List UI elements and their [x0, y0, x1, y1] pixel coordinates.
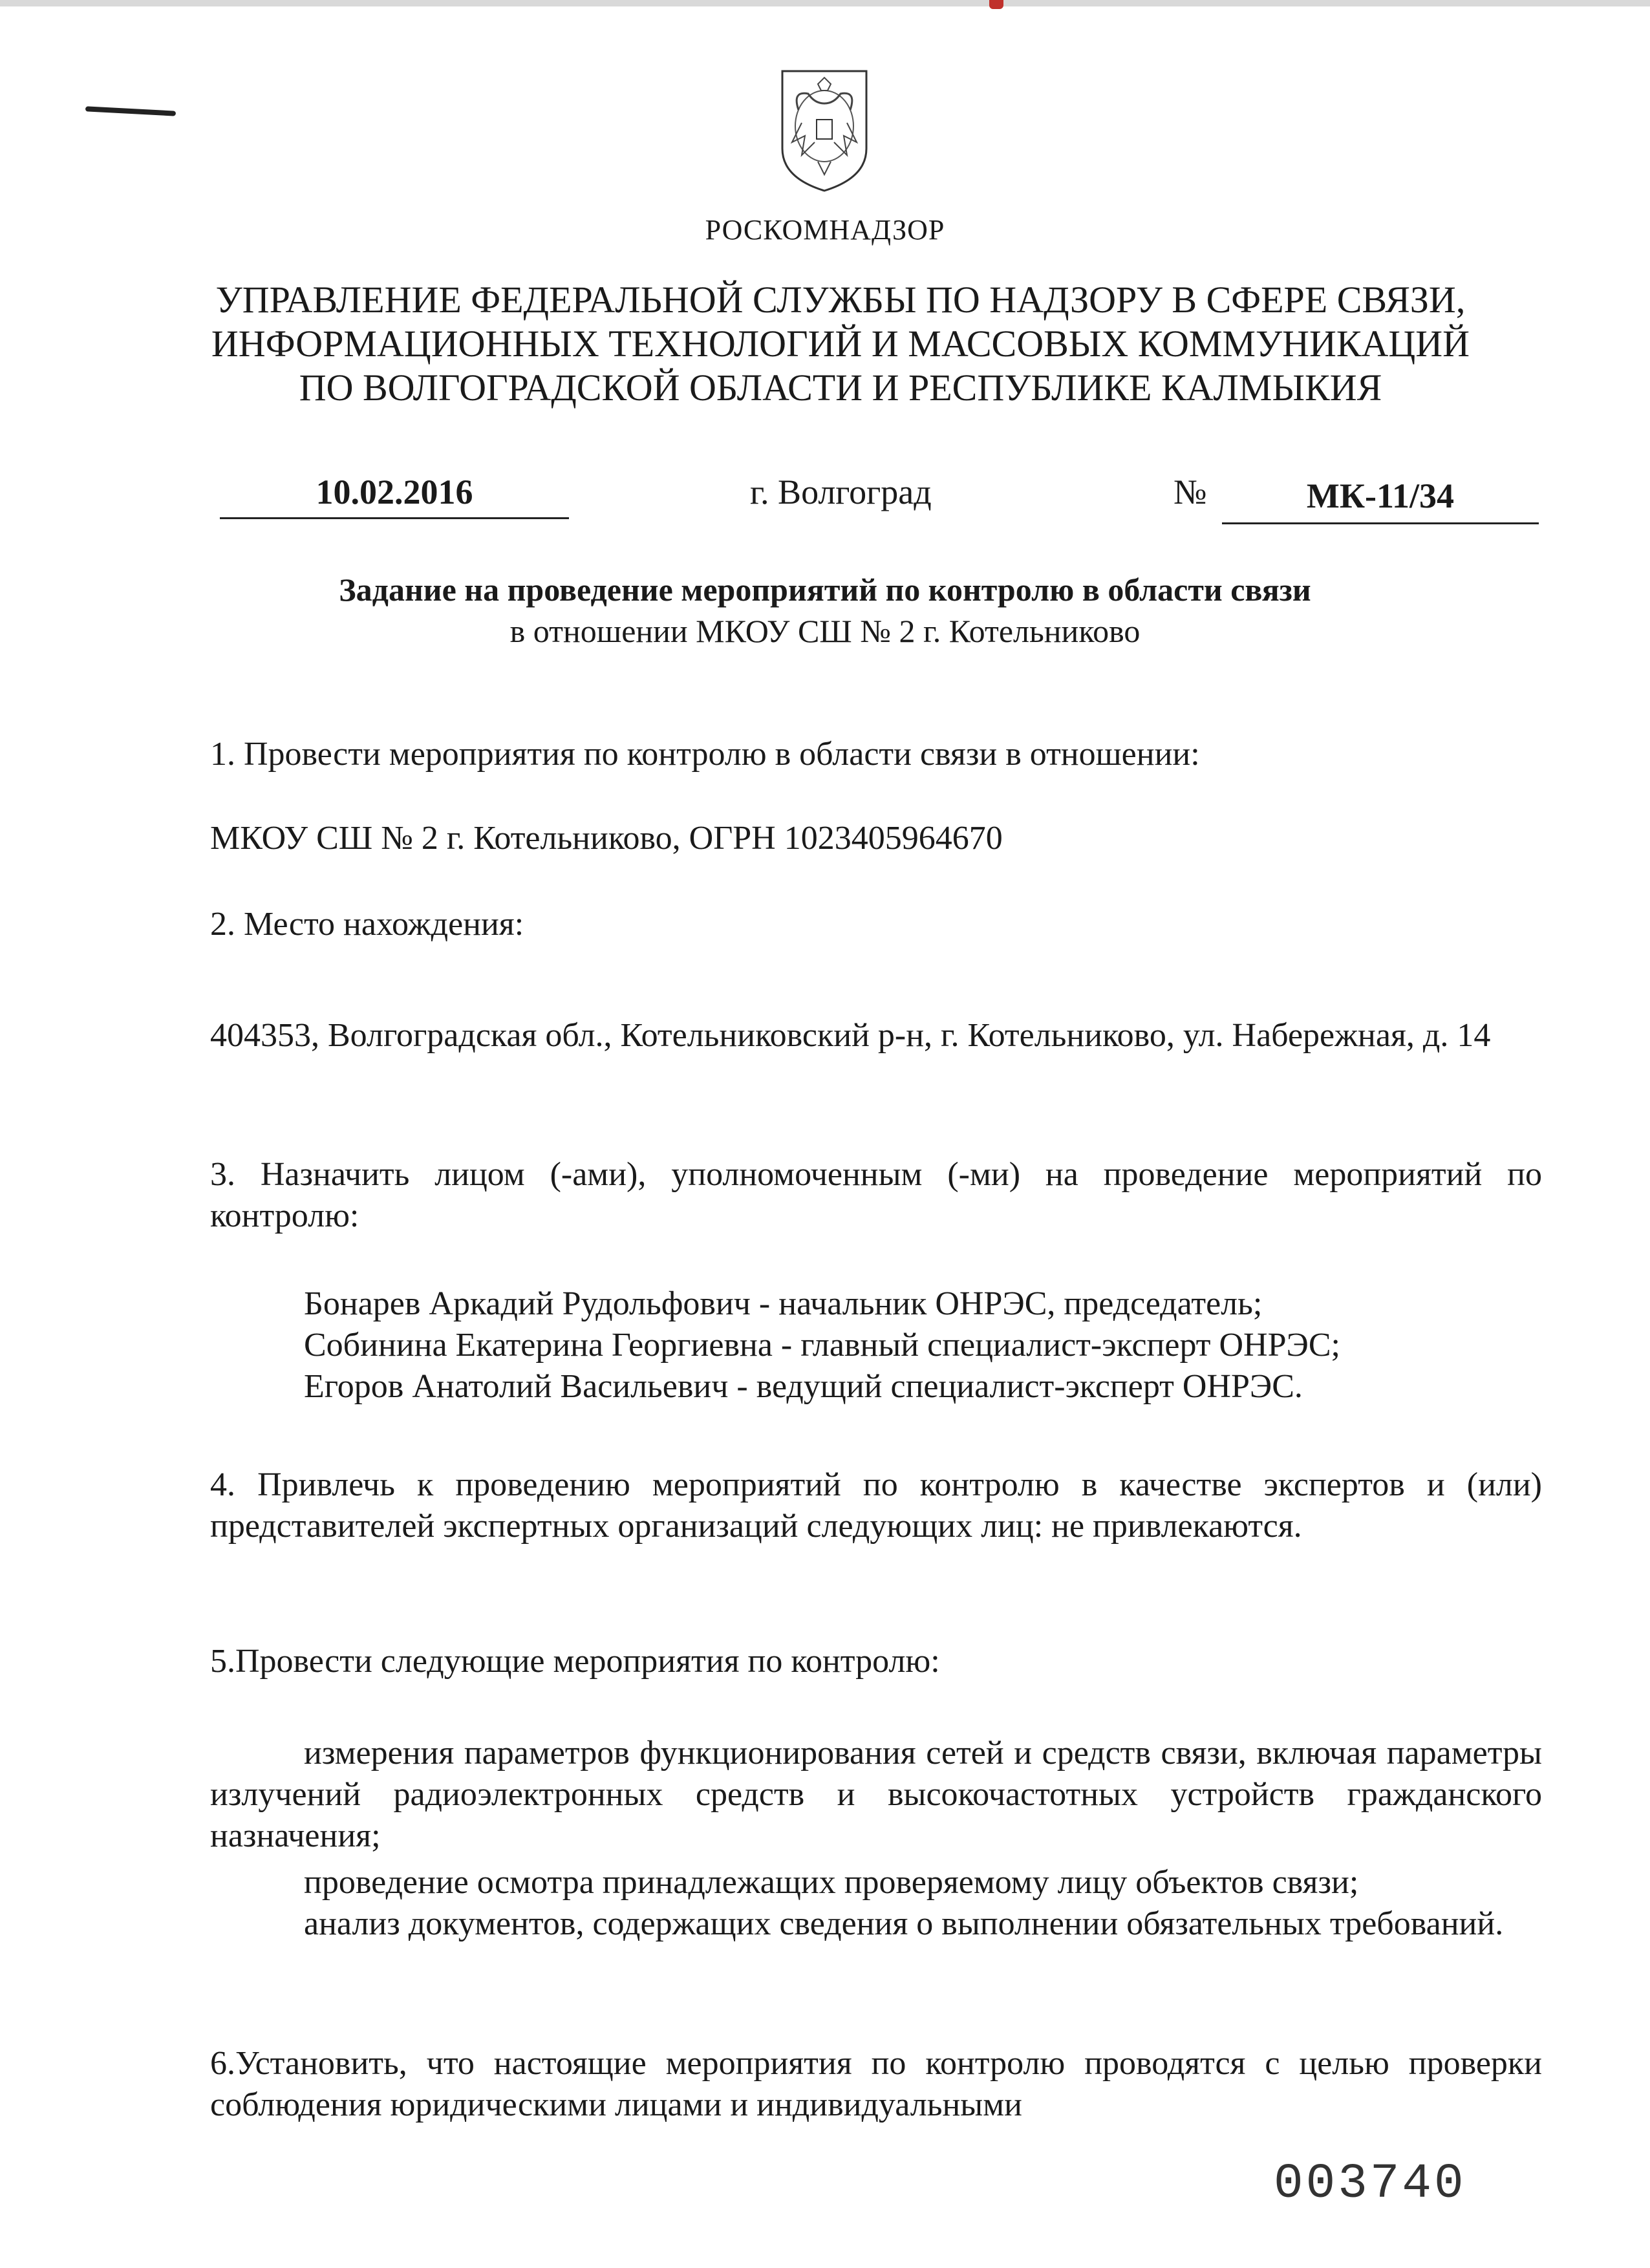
header-line: ПО ВОЛГОГРАДСКОЙ ОБЛАСТИ И РЕСПУБЛИКЕ КАЛМЫКИЯ — [299, 367, 1382, 409]
section-1-value: МКОУ СШ № 2 г. Котельниково, ОГРН 1023405964670 — [210, 820, 1003, 857]
section-1-heading: 1. Провести мероприятия по контролю в области связи в отношении: — [210, 736, 1200, 773]
section-2-heading: 2. Место нахождения: — [210, 906, 524, 943]
person-item: Егоров Анатолий Васильевич - ведущий специалист-эксперт ОНРЭС. — [304, 1368, 1303, 1405]
title-main: Задание на проведение мероприятий по контролю в области связи — [339, 572, 1311, 608]
coat-of-arms-icon — [773, 65, 876, 194]
scan-red-mark — [989, 0, 1003, 9]
scan-top-edge — [0, 0, 1650, 6]
document-date: 10.02.2016 — [220, 472, 569, 519]
section-5-heading: 5.Провести следующие мероприятия по контролю: — [210, 1643, 940, 1680]
document-city: г. Волгоград — [750, 473, 932, 511]
pen-stroke-mark — [85, 106, 176, 116]
section-4-text: 4. Привлечь к проведению мероприятий по контролю в качестве экспертов и (или) представителей экспертных организаций следующих лиц: не привлекаются. — [210, 1466, 1542, 1545]
header-line: ИНФОРМАЦИОННЫХ ТЕХНОЛОГИЙ И МАССОВЫХ КОММУНИКАЦИЙ — [211, 323, 1470, 365]
section-2-value: 404353, Волгоградская обл., Котельниковский р-н, г. Котельниково, ул. Набережная, д. 14 — [210, 1017, 1491, 1054]
section-5-item: анализ документов, содержащих сведения о выполнении обязательных требований. — [304, 1905, 1504, 1942]
section-6-text: 6.Установить, что настоящие мероприятия по контролю проводятся с целью проверки соблюдения юридическими лицами и индивидуальными — [210, 2045, 1542, 2123]
title-sub: в отношении МКОУ СШ № 2 г. Котельниково — [509, 613, 1141, 649]
header-line: УПРАВЛЕНИЕ ФЕДЕРАЛЬНОЙ СЛУЖБЫ ПО НАДЗОРУ В СФЕРЕ СВЯЗИ, — [215, 279, 1466, 321]
section-5-item: проведение осмотра принадлежащих проверяемому лицу объектов связи; — [304, 1864, 1359, 1901]
person-item: Бонарев Аркадий Рудольфович - начальник ОНРЭС, председатель; — [304, 1285, 1263, 1322]
person-item: Собинина Екатерина Георгиевна - главный специалист-эксперт ОНРЭС; — [304, 1327, 1340, 1364]
document-meta-row — [0, 472, 1650, 530]
section-3-persons — [304, 1283, 1532, 1407]
document-title — [0, 569, 1650, 652]
document-number: МК-11/34 — [1222, 476, 1539, 524]
agency-short-name: РОСКОМНАДЗОР — [705, 214, 945, 246]
number-sign: № — [1173, 473, 1207, 511]
section-3-heading: 3. Назначить лицом (-ами), уполномоченным (-ми) на проведение мероприятий по контролю: — [210, 1156, 1542, 1234]
section-5-item: измерения параметров функционирования сетей и средств связи, включая параметры излучений радиоэлектронных средств и высокочастотных устройств гражданского назначения; — [210, 1735, 1542, 1854]
serial-number: 003740 — [1274, 2156, 1466, 2212]
organization-header — [162, 278, 1519, 410]
